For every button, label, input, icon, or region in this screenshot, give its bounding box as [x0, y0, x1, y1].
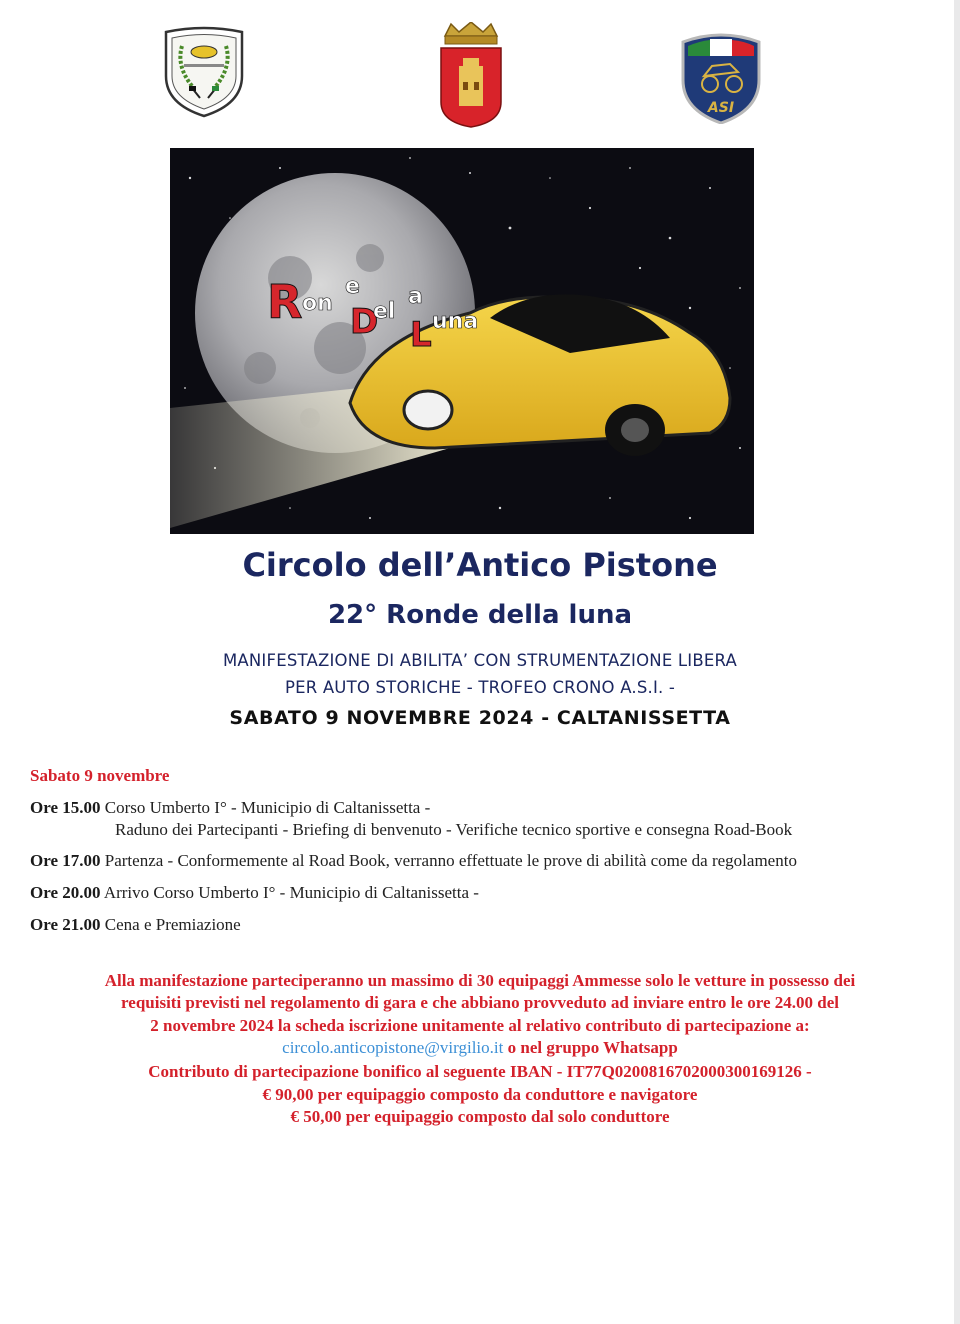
event-date-line: SABATO 9 NOVEMBRE 2024 - CALTANISSETTA — [229, 707, 731, 729]
hero-title-part: R — [267, 275, 303, 329]
notice-fee-line: € 90,00 per equipaggio composto da conduttore e navigatore — [262, 1085, 698, 1104]
schedule-time: Ore 17.00 — [30, 851, 101, 870]
notice-contact-line — [0, 1038, 960, 1058]
contact-email-link[interactable]: circolo.anticopistone@virgilio.it — [282, 1038, 504, 1057]
notice-text: o nel gruppo Whatsapp — [503, 1038, 678, 1057]
schedule-time: Ore 21.00 — [30, 915, 101, 934]
notice-line: requisiti previsti nel regolamento di gara e che abbiano provveduto ad inviare entro le ore 24.00 del — [121, 993, 839, 1012]
schedule-item — [30, 883, 479, 903]
event-subtitle-2: PER AUTO STORICHE - TROFEO CRONO A.S.I. - — [284, 678, 676, 697]
svg-text:ASI: ASI — [707, 100, 735, 116]
schedule-time: Ore 15.00 — [30, 798, 101, 817]
schedule-text: Cena e Premiazione — [100, 915, 241, 934]
hero-title-part: una — [432, 309, 479, 334]
schedule-text: Raduno dei Partecipanti - Briefing di benvenuto - Verifiche tecnico sportive e consegna Road-Book — [115, 820, 793, 839]
schedule-item — [30, 915, 241, 935]
schedule-day-heading: Sabato 9 novembre — [30, 766, 170, 785]
schedule-text: Corso Umberto I° - Municipio di Caltanissetta - — [100, 798, 431, 817]
schedule-item — [30, 798, 430, 818]
event-name: 22° Ronde della luna — [327, 600, 633, 630]
hero-title-part: L — [410, 315, 432, 355]
asi-logo-icon — [680, 32, 762, 124]
schedule-item — [30, 851, 797, 871]
notice-fee-line: € 50,00 per equipaggio composto dal solo conduttore — [290, 1107, 670, 1126]
schedule-text: Partenza - Conformemente al Road Book, verranno effettuate le prove di abilità come da regolamento — [100, 851, 797, 870]
hero-illustration — [170, 148, 754, 534]
schedule-item-continuation — [115, 820, 792, 840]
notice-line: Alla manifestazione parteciperanno un massimo di 30 equipaggi Ammesse solo le vetture in possesso dei — [104, 971, 856, 990]
hero-title-part: el — [373, 299, 396, 324]
notice-iban-line: Contributo di partecipazione bonifico al seguente IBAN - IT77Q0200816702000300169126 - — [148, 1062, 812, 1081]
coat-of-arms-icon — [437, 22, 505, 128]
notice-line: 2 novembre 2024 la scheda iscrizione unitamente al relativo contributo di partecipazione a: — [150, 1016, 810, 1035]
car-headlight — [404, 391, 452, 429]
hero-title-part: D — [350, 302, 379, 342]
club-name: Circolo dell’Antico Pistone — [242, 546, 718, 584]
hero-title-part: e — [345, 274, 360, 299]
hero-title-part: a — [408, 284, 423, 309]
hero-title-part: on — [302, 291, 333, 316]
event-subtitle-1: MANIFESTAZIONE DI ABILITA’ CON STRUMENTAZIONE LIBERA — [222, 651, 738, 670]
schedule-text: Arrivo Corso Umberto I° - Municipio di Caltanissetta - — [100, 883, 479, 902]
club-logo-icon — [162, 26, 246, 118]
schedule-time: Ore 20.00 — [30, 883, 101, 902]
